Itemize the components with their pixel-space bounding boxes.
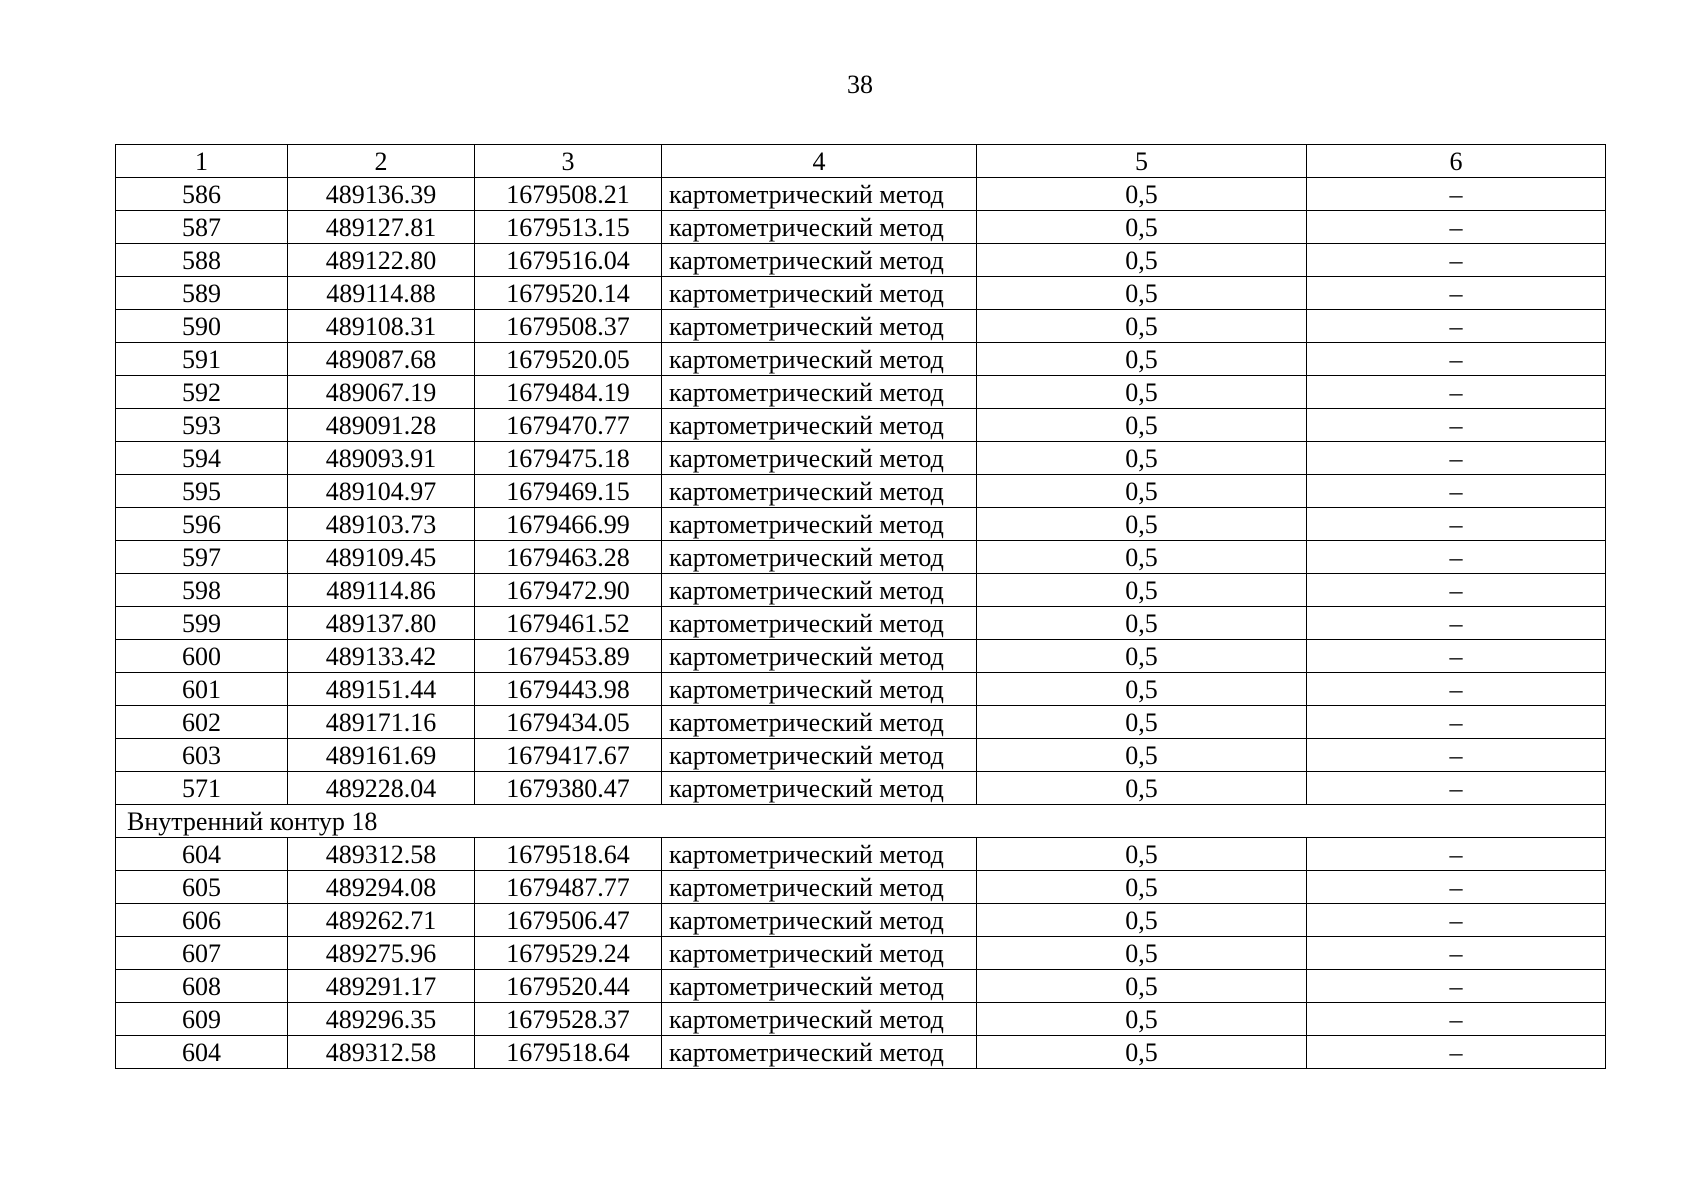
method-cell: картометрический метод bbox=[662, 442, 977, 475]
x-coordinate-cell: 489109.45 bbox=[288, 541, 475, 574]
header-cell: 6 bbox=[1307, 145, 1606, 178]
note-cell: – bbox=[1307, 508, 1606, 541]
table-row bbox=[116, 541, 1606, 574]
point-number-cell: 601 bbox=[116, 673, 288, 706]
method-cell: картометрический метод bbox=[662, 277, 977, 310]
note-cell: – bbox=[1307, 211, 1606, 244]
note-cell: – bbox=[1307, 607, 1606, 640]
method-cell: картометрический метод bbox=[662, 937, 977, 970]
point-number-cell: 604 bbox=[116, 838, 288, 871]
y-coordinate-cell: 1679461.52 bbox=[475, 607, 662, 640]
note-cell: – bbox=[1307, 706, 1606, 739]
accuracy-cell: 0,5 bbox=[977, 904, 1307, 937]
point-number-cell: 607 bbox=[116, 937, 288, 970]
note-cell: – bbox=[1307, 442, 1606, 475]
point-number-cell: 589 bbox=[116, 277, 288, 310]
x-coordinate-cell: 489067.19 bbox=[288, 376, 475, 409]
header-cell: 5 bbox=[977, 145, 1307, 178]
table-row bbox=[116, 211, 1606, 244]
y-coordinate-cell: 1679484.19 bbox=[475, 376, 662, 409]
table-row bbox=[116, 739, 1606, 772]
point-number-cell: 590 bbox=[116, 310, 288, 343]
y-coordinate-cell: 1679518.64 bbox=[475, 838, 662, 871]
method-cell: картометрический метод bbox=[662, 970, 977, 1003]
table-row bbox=[116, 310, 1606, 343]
table-row bbox=[116, 937, 1606, 970]
method-cell: картометрический метод bbox=[662, 541, 977, 574]
accuracy-cell: 0,5 bbox=[977, 673, 1307, 706]
table-row bbox=[116, 904, 1606, 937]
y-coordinate-cell: 1679434.05 bbox=[475, 706, 662, 739]
y-coordinate-cell: 1679513.15 bbox=[475, 211, 662, 244]
accuracy-cell: 0,5 bbox=[977, 1003, 1307, 1036]
accuracy-cell: 0,5 bbox=[977, 343, 1307, 376]
method-cell: картометрический метод bbox=[662, 1003, 977, 1036]
note-cell: – bbox=[1307, 310, 1606, 343]
accuracy-cell: 0,5 bbox=[977, 772, 1307, 805]
method-cell: картометрический метод bbox=[662, 376, 977, 409]
x-coordinate-cell: 489294.08 bbox=[288, 871, 475, 904]
note-cell: – bbox=[1307, 871, 1606, 904]
accuracy-cell: 0,5 bbox=[977, 508, 1307, 541]
method-cell: картометрический метод bbox=[662, 178, 977, 211]
x-coordinate-cell: 489151.44 bbox=[288, 673, 475, 706]
header-cell: 1 bbox=[116, 145, 288, 178]
method-cell: картометрический метод bbox=[662, 739, 977, 772]
accuracy-cell: 0,5 bbox=[977, 376, 1307, 409]
point-number-cell: 599 bbox=[116, 607, 288, 640]
x-coordinate-cell: 489291.17 bbox=[288, 970, 475, 1003]
note-cell: – bbox=[1307, 178, 1606, 211]
note-cell: – bbox=[1307, 409, 1606, 442]
table-row bbox=[116, 277, 1606, 310]
y-coordinate-cell: 1679463.28 bbox=[475, 541, 662, 574]
x-coordinate-cell: 489136.39 bbox=[288, 178, 475, 211]
method-cell: картометрический метод bbox=[662, 211, 977, 244]
accuracy-cell: 0,5 bbox=[977, 409, 1307, 442]
table-row bbox=[116, 376, 1606, 409]
table-row bbox=[116, 607, 1606, 640]
point-number-cell: 608 bbox=[116, 970, 288, 1003]
method-cell: картометрический метод bbox=[662, 838, 977, 871]
table-row bbox=[116, 1003, 1606, 1036]
table-row bbox=[116, 970, 1606, 1003]
note-cell: – bbox=[1307, 574, 1606, 607]
x-coordinate-cell: 489114.86 bbox=[288, 574, 475, 607]
table-row bbox=[116, 343, 1606, 376]
note-cell: – bbox=[1307, 739, 1606, 772]
y-coordinate-cell: 1679528.37 bbox=[475, 1003, 662, 1036]
method-cell: картометрический метод bbox=[662, 475, 977, 508]
y-coordinate-cell: 1679417.67 bbox=[475, 739, 662, 772]
x-coordinate-cell: 489262.71 bbox=[288, 904, 475, 937]
note-cell: – bbox=[1307, 640, 1606, 673]
table-row bbox=[116, 475, 1606, 508]
accuracy-cell: 0,5 bbox=[977, 574, 1307, 607]
point-number-cell: 571 bbox=[116, 772, 288, 805]
point-number-cell: 600 bbox=[116, 640, 288, 673]
accuracy-cell: 0,5 bbox=[977, 541, 1307, 574]
method-cell: картометрический метод bbox=[662, 772, 977, 805]
table-row bbox=[116, 871, 1606, 904]
table-row bbox=[116, 706, 1606, 739]
y-coordinate-cell: 1679529.24 bbox=[475, 937, 662, 970]
table-row bbox=[116, 772, 1606, 805]
note-cell: – bbox=[1307, 277, 1606, 310]
accuracy-cell: 0,5 bbox=[977, 706, 1307, 739]
y-coordinate-cell: 1679443.98 bbox=[475, 673, 662, 706]
point-number-cell: 595 bbox=[116, 475, 288, 508]
note-cell: – bbox=[1307, 1036, 1606, 1069]
point-number-cell: 604 bbox=[116, 1036, 288, 1069]
accuracy-cell: 0,5 bbox=[977, 838, 1307, 871]
note-cell: – bbox=[1307, 376, 1606, 409]
method-cell: картометрический метод bbox=[662, 310, 977, 343]
point-number-cell: 598 bbox=[116, 574, 288, 607]
x-coordinate-cell: 489087.68 bbox=[288, 343, 475, 376]
table-row bbox=[116, 508, 1606, 541]
point-number-cell: 597 bbox=[116, 541, 288, 574]
y-coordinate-cell: 1679508.37 bbox=[475, 310, 662, 343]
header-cell: 2 bbox=[288, 145, 475, 178]
x-coordinate-cell: 489312.58 bbox=[288, 1036, 475, 1069]
header-row bbox=[116, 145, 1606, 178]
page-number: 38 bbox=[847, 70, 873, 99]
y-coordinate-cell: 1679506.47 bbox=[475, 904, 662, 937]
y-coordinate-cell: 1679520.44 bbox=[475, 970, 662, 1003]
table-row bbox=[116, 244, 1606, 277]
note-cell: – bbox=[1307, 937, 1606, 970]
note-cell: – bbox=[1307, 970, 1606, 1003]
x-coordinate-cell: 489127.81 bbox=[288, 211, 475, 244]
x-coordinate-cell: 489104.97 bbox=[288, 475, 475, 508]
point-number-cell: 606 bbox=[116, 904, 288, 937]
point-number-cell: 594 bbox=[116, 442, 288, 475]
table-row bbox=[116, 640, 1606, 673]
accuracy-cell: 0,5 bbox=[977, 937, 1307, 970]
accuracy-cell: 0,5 bbox=[977, 442, 1307, 475]
note-cell: – bbox=[1307, 673, 1606, 706]
point-number-cell: 586 bbox=[116, 178, 288, 211]
point-number-cell: 603 bbox=[116, 739, 288, 772]
x-coordinate-cell: 489114.88 bbox=[288, 277, 475, 310]
y-coordinate-cell: 1679487.77 bbox=[475, 871, 662, 904]
method-cell: картометрический метод bbox=[662, 508, 977, 541]
x-coordinate-cell: 489137.80 bbox=[288, 607, 475, 640]
note-cell: – bbox=[1307, 244, 1606, 277]
coordinates-table bbox=[115, 144, 1606, 1069]
method-cell: картометрический метод bbox=[662, 409, 977, 442]
x-coordinate-cell: 489161.69 bbox=[288, 739, 475, 772]
x-coordinate-cell: 489228.04 bbox=[288, 772, 475, 805]
section-title: Внутренний контур 18 bbox=[116, 805, 1606, 838]
point-number-cell: 602 bbox=[116, 706, 288, 739]
accuracy-cell: 0,5 bbox=[977, 277, 1307, 310]
x-coordinate-cell: 489133.42 bbox=[288, 640, 475, 673]
accuracy-cell: 0,5 bbox=[977, 607, 1307, 640]
point-number-cell: 588 bbox=[116, 244, 288, 277]
y-coordinate-cell: 1679508.21 bbox=[475, 178, 662, 211]
y-coordinate-cell: 1679520.05 bbox=[475, 343, 662, 376]
table-row bbox=[116, 442, 1606, 475]
method-cell: картометрический метод bbox=[662, 574, 977, 607]
x-coordinate-cell: 489312.58 bbox=[288, 838, 475, 871]
note-cell: – bbox=[1307, 904, 1606, 937]
point-number-cell: 591 bbox=[116, 343, 288, 376]
method-cell: картометрический метод bbox=[662, 706, 977, 739]
y-coordinate-cell: 1679380.47 bbox=[475, 772, 662, 805]
y-coordinate-cell: 1679466.99 bbox=[475, 508, 662, 541]
accuracy-cell: 0,5 bbox=[977, 640, 1307, 673]
method-cell: картометрический метод bbox=[662, 640, 977, 673]
point-number-cell: 587 bbox=[116, 211, 288, 244]
y-coordinate-cell: 1679453.89 bbox=[475, 640, 662, 673]
method-cell: картометрический метод bbox=[662, 904, 977, 937]
x-coordinate-cell: 489103.73 bbox=[288, 508, 475, 541]
table-row bbox=[116, 409, 1606, 442]
x-coordinate-cell: 489275.96 bbox=[288, 937, 475, 970]
method-cell: картометрический метод bbox=[662, 673, 977, 706]
point-number-cell: 592 bbox=[116, 376, 288, 409]
accuracy-cell: 0,5 bbox=[977, 178, 1307, 211]
x-coordinate-cell: 489296.35 bbox=[288, 1003, 475, 1036]
point-number-cell: 593 bbox=[116, 409, 288, 442]
method-cell: картометрический метод bbox=[662, 871, 977, 904]
y-coordinate-cell: 1679475.18 bbox=[475, 442, 662, 475]
note-cell: – bbox=[1307, 541, 1606, 574]
accuracy-cell: 0,5 bbox=[977, 475, 1307, 508]
table-row bbox=[116, 838, 1606, 871]
note-cell: – bbox=[1307, 1003, 1606, 1036]
note-cell: – bbox=[1307, 838, 1606, 871]
x-coordinate-cell: 489171.16 bbox=[288, 706, 475, 739]
accuracy-cell: 0,5 bbox=[977, 244, 1307, 277]
x-coordinate-cell: 489122.80 bbox=[288, 244, 475, 277]
x-coordinate-cell: 489108.31 bbox=[288, 310, 475, 343]
method-cell: картометрический метод bbox=[662, 1036, 977, 1069]
note-cell: – bbox=[1307, 772, 1606, 805]
accuracy-cell: 0,5 bbox=[977, 739, 1307, 772]
table-row bbox=[116, 178, 1606, 211]
x-coordinate-cell: 489093.91 bbox=[288, 442, 475, 475]
method-cell: картометрический метод bbox=[662, 343, 977, 376]
coordinates-table-body bbox=[116, 145, 1606, 1069]
y-coordinate-cell: 1679469.15 bbox=[475, 475, 662, 508]
method-cell: картометрический метод bbox=[662, 607, 977, 640]
accuracy-cell: 0,5 bbox=[977, 970, 1307, 1003]
table-row bbox=[116, 574, 1606, 607]
accuracy-cell: 0,5 bbox=[977, 211, 1307, 244]
y-coordinate-cell: 1679518.64 bbox=[475, 1036, 662, 1069]
y-coordinate-cell: 1679516.04 bbox=[475, 244, 662, 277]
point-number-cell: 609 bbox=[116, 1003, 288, 1036]
accuracy-cell: 0,5 bbox=[977, 310, 1307, 343]
table-row bbox=[116, 673, 1606, 706]
note-cell: – bbox=[1307, 343, 1606, 376]
section-row bbox=[116, 805, 1606, 838]
header-cell: 3 bbox=[475, 145, 662, 178]
x-coordinate-cell: 489091.28 bbox=[288, 409, 475, 442]
accuracy-cell: 0,5 bbox=[977, 871, 1307, 904]
y-coordinate-cell: 1679470.77 bbox=[475, 409, 662, 442]
y-coordinate-cell: 1679520.14 bbox=[475, 277, 662, 310]
method-cell: картометрический метод bbox=[662, 244, 977, 277]
header-cell: 4 bbox=[662, 145, 977, 178]
y-coordinate-cell: 1679472.90 bbox=[475, 574, 662, 607]
point-number-cell: 596 bbox=[116, 508, 288, 541]
accuracy-cell: 0,5 bbox=[977, 1036, 1307, 1069]
note-cell: – bbox=[1307, 475, 1606, 508]
point-number-cell: 605 bbox=[116, 871, 288, 904]
table-row bbox=[116, 1036, 1606, 1069]
